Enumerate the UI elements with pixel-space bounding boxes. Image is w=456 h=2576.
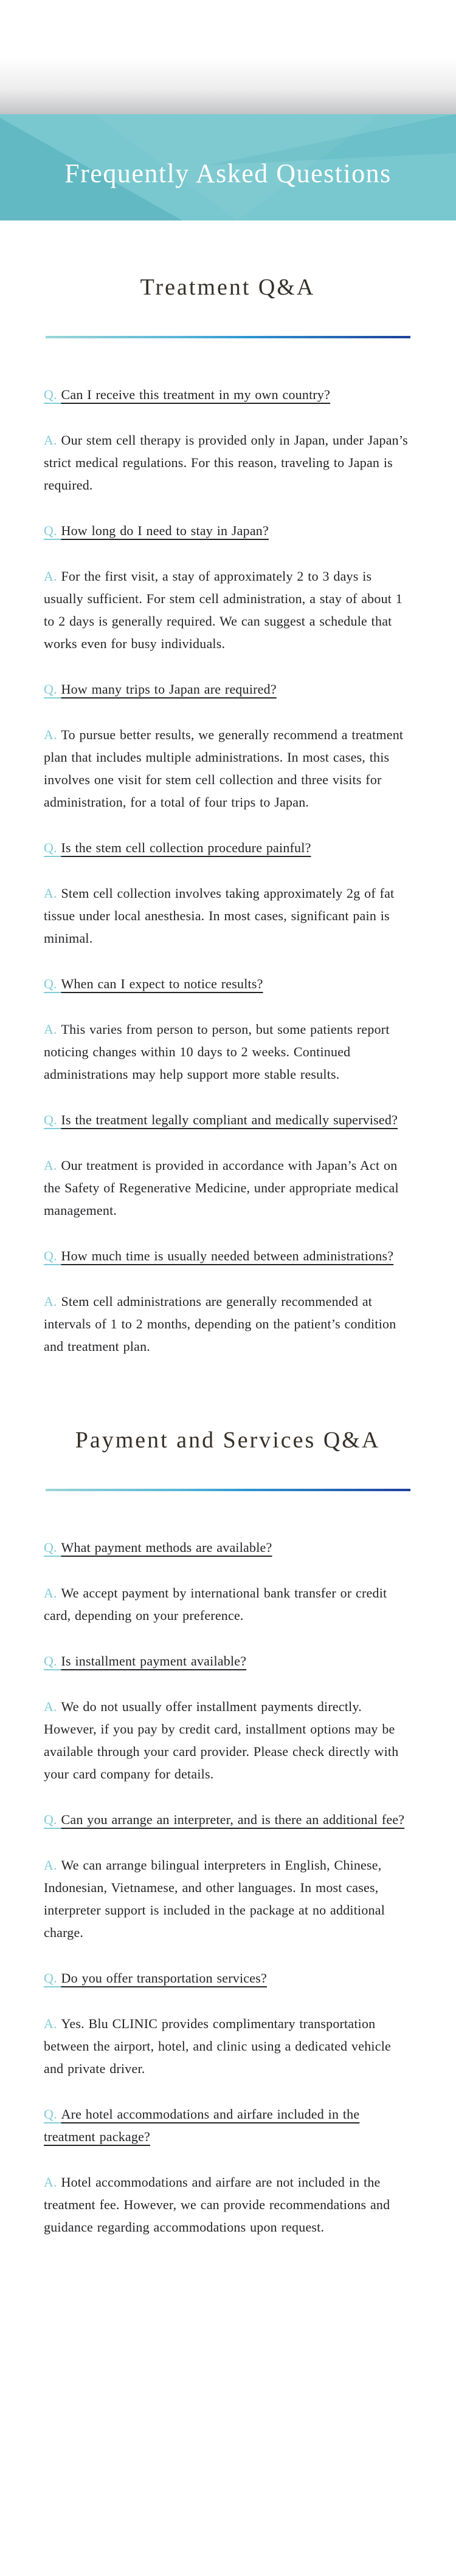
answer-text: Our stem cell therapy is provided only in Japan, under Japan’s strict medical regulations. For this reason, traveling to Japan is required. [44, 432, 408, 493]
answer-text: Our treatment is provided in accordance with Japan’s Act on the Safety of Regenerative Medicine, under appropriate medical management. [44, 1158, 399, 1218]
answer-prefix: A. [44, 1857, 61, 1873]
answer-prefix: A. [44, 1699, 61, 1714]
answer-prefix: A. [44, 2016, 61, 2031]
question [44, 678, 412, 700]
top-gradient-shadow [0, 0, 456, 114]
answer-text: To pursue better results, we generally recommend a treatment plan that includes multiple administrations. In most cases, this involves one visit for stem cell collection and three visits for administration, for a total of four trips to Japan. [44, 727, 404, 810]
question [44, 2103, 412, 2148]
answer-text: Yes. Blu CLINIC provides complimentary transportation between the airport, hotel, and clinic using a dedicated vehicle and private driver. [44, 2016, 391, 2076]
question-text: How long do I need to stay in Japan? [61, 523, 269, 538]
answer [44, 723, 412, 813]
question-prefix: Q. [44, 1812, 61, 1827]
question-text: Is the treatment legally compliant and medically supervised? [61, 1112, 398, 1127]
question-text: Are hotel accommodations and airfare included in the treatment package? [44, 2106, 360, 2144]
section-title: Treatment Q&A [140, 275, 316, 300]
question-text: Can you arrange an interpreter, and is there an additional fee? [61, 1812, 405, 1827]
answer [44, 1290, 412, 1358]
question-prefix: Q. [44, 976, 61, 991]
section-title: Payment and Services Q&A [75, 1427, 381, 1453]
answer-prefix: A. [44, 1158, 61, 1173]
answer [44, 1695, 412, 1785]
answer-prefix: A. [44, 727, 61, 742]
question [44, 1245, 412, 1267]
section-payment-services-qa [0, 1428, 456, 2238]
question-prefix: Q. [44, 682, 61, 697]
answer [44, 1018, 412, 1085]
question [44, 1536, 412, 1559]
section-treatment-qa [0, 275, 456, 1358]
answer [44, 1854, 412, 1944]
answer-prefix: A. [44, 1294, 61, 1309]
answer [44, 565, 412, 655]
question-prefix: Q. [44, 1112, 61, 1127]
section-divider [46, 1489, 410, 1491]
question-prefix: Q. [44, 1540, 61, 1555]
question-text: When can I expect to notice results? [61, 976, 263, 991]
question-prefix: Q. [44, 2106, 61, 2122]
answer-prefix: A. [44, 1022, 61, 1037]
answer-text: We accept payment by international bank transfer or credit card, depending on your preference. [44, 1585, 387, 1623]
page-banner [0, 114, 456, 220]
answer-text: We can arrange bilingual interpreters in English, Chinese, Indonesian, Vietnamese, and other languages. In most cases, interpreter support is included in the package at no additional charge. [44, 1857, 385, 1940]
question-text: Is installment payment available? [61, 1653, 247, 1669]
question-text: Can I receive this treatment in my own country? [61, 387, 331, 402]
section-divider [46, 336, 410, 338]
question [44, 972, 412, 995]
question-text: How much time is usually needed between administrations? [61, 1248, 394, 1263]
question-text: How many trips to Japan are required? [61, 682, 277, 697]
question [44, 1109, 412, 1131]
question-prefix: Q. [44, 1970, 61, 1986]
question-prefix: Q. [44, 1248, 61, 1263]
question [44, 1808, 412, 1831]
question [44, 519, 412, 542]
question-text: Is the stem cell collection procedure painful? [61, 840, 311, 855]
question [44, 1650, 412, 1672]
answer-prefix: A. [44, 886, 61, 901]
question [44, 1967, 412, 1989]
page-title: Frequently Asked Questions [64, 159, 392, 188]
answer [44, 1154, 412, 1221]
answer [44, 2171, 412, 2238]
answer-text: This varies from person to person, but some patients report noticing changes within 10 days to 2 weeks. Continued administrations may help support more stable results. [44, 1022, 390, 1082]
answer-text: Stem cell administrations are generally recommended at intervals of 1 to 2 months, depending on the patient’s condition and treatment plan. [44, 1294, 396, 1354]
question-prefix: Q. [44, 1653, 61, 1669]
answer-text: For the first visit, a stay of approximately 2 to 3 days is usually sufficient. For stem cell administration, a stay of about 1 to 2 days is generally required. We can suggest a schedule that works even for busy individuals. [44, 569, 402, 651]
question-prefix: Q. [44, 387, 61, 402]
answer-prefix: A. [44, 569, 61, 584]
answer-text: Hotel accommodations and airfare are not included in the treatment fee. However, we can provide recommendations and guidance regarding accommodations upon request. [44, 2175, 390, 2235]
question-text: Do you offer transportation services? [61, 1970, 267, 1986]
question [44, 836, 412, 859]
answer-prefix: A. [44, 2175, 61, 2190]
answer [44, 2012, 412, 2080]
question-prefix: Q. [44, 523, 61, 538]
answer [44, 1582, 412, 1627]
question-text: What payment methods are available? [61, 1540, 272, 1555]
answer-prefix: A. [44, 1585, 61, 1601]
answer-prefix: A. [44, 432, 61, 448]
answer-text: We do not usually offer installment payments directly. However, if you pay by credit card, installment options may be available through your card provider. Please check directly with your card company for details. [44, 1699, 399, 1782]
answer-text: Stem cell collection involves taking approximately 2g of fat tissue under local anesthesia. In most cases, significant pain is minimal. [44, 886, 395, 946]
question [44, 383, 412, 406]
answer [44, 882, 412, 949]
question-prefix: Q. [44, 840, 61, 855]
answer [44, 429, 412, 496]
